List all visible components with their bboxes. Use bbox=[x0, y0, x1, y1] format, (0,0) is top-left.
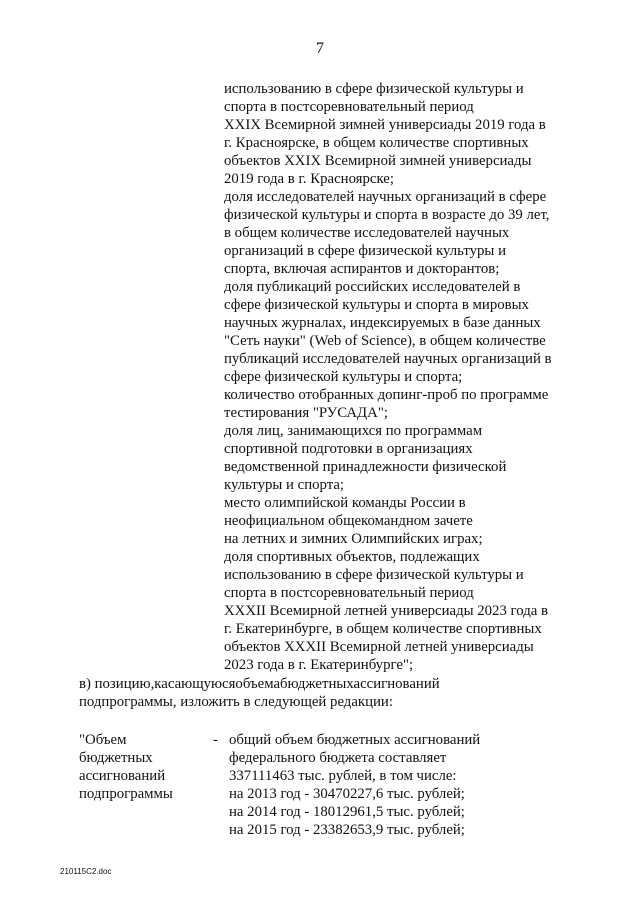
indicator-line: доля спортивных объектов, подлежащих bbox=[224, 549, 480, 565]
indicator-line: сфере физической культуры и спорта в мировых bbox=[224, 297, 529, 313]
amendment-line-1 bbox=[79, 675, 569, 693]
budget-label-line: подпрограммы bbox=[79, 786, 173, 802]
indicator-line: публикаций исследователей научных организаций в bbox=[224, 351, 552, 367]
budget-dash: - bbox=[213, 732, 218, 748]
amendment-line-2: подпрограммы, изложить в следующей редакции: bbox=[79, 694, 393, 710]
indicator-line: ведомственной принадлежности физической bbox=[224, 459, 507, 475]
indicator-line: доля исследователей научных организаций в сфере bbox=[224, 189, 547, 205]
amendment-word: в) позицию, bbox=[79, 676, 155, 692]
indicator-line: XXXII Всемирной летней универсиады 2023 года в bbox=[224, 603, 549, 619]
indicator-line: тестирования "РУСАДА"; bbox=[224, 405, 388, 421]
indicator-line: на летних и зимних Олимпийских играх; bbox=[224, 531, 483, 547]
indicator-line: объектов XXIX Всемирной зимней универсиады bbox=[224, 153, 532, 169]
indicator-line: спорта в постсоревновательный период bbox=[224, 585, 474, 601]
indicator-line: г. Екатеринбурге, в общем количестве спортивных bbox=[224, 621, 542, 637]
budget-value-line: на 2015 год - 23382653,9 тыс. рублей; bbox=[229, 822, 465, 838]
indicator-line: культуры и спорта; bbox=[224, 477, 345, 493]
indicator-line: неофициальном общекомандном зачете bbox=[224, 513, 473, 529]
budget-value-line: на 2014 год - 18012961,5 тыс. рублей; bbox=[229, 804, 465, 820]
indicator-line: объектов XXXII Всемирной летней универсиады bbox=[224, 639, 534, 655]
budget-label-line: ассигнований bbox=[79, 768, 166, 784]
indicator-line: использованию в сфере физической культуры и bbox=[224, 81, 524, 97]
amendment-paragraph bbox=[79, 675, 569, 711]
indicator-line: использованию в сфере физической культуры и bbox=[224, 567, 524, 583]
indicator-line: научных журналах, индексируемых в базе данных bbox=[224, 315, 541, 331]
indicator-line: XXIX Всемирной зимней универсиады 2019 года в bbox=[224, 117, 546, 133]
budget-label bbox=[79, 731, 209, 803]
page-number: 7 bbox=[316, 40, 324, 57]
indicator-line: место олимпийской команды России в bbox=[224, 495, 466, 511]
indicator-line: 2023 года в г. Екатеринбурге"; bbox=[224, 657, 414, 673]
indicator-line: спортивной подготовки в организациях bbox=[224, 441, 473, 457]
budget-value-line: федерального бюджета составляет bbox=[229, 750, 447, 766]
amendment-word: объема bbox=[235, 676, 281, 692]
budget-value-line: на 2013 год - 30470227,6 тыс. рублей; bbox=[229, 786, 465, 802]
footer-file-code: 210115C2.doc bbox=[60, 867, 112, 876]
budget-value-line: 337111463 тыс. рублей, в том числе: bbox=[229, 768, 457, 784]
indicator-line: 2019 года в г. Красноярске; bbox=[224, 171, 394, 187]
indicator-line: физической культуры и спорта в возрасте до 39 лет, bbox=[224, 207, 550, 223]
indicator-line: спорта в постсоревновательный период bbox=[224, 99, 474, 115]
amendment-word: касающуюся bbox=[154, 676, 236, 692]
amendment-word: бюджетных bbox=[280, 676, 354, 692]
indicator-line: доля лиц, занимающихся по программам bbox=[224, 423, 483, 439]
indicator-line: сфере физической культуры и спорта; bbox=[224, 369, 463, 385]
indicator-line: в общем количестве исследователей научных bbox=[224, 225, 510, 241]
budget-values bbox=[229, 731, 569, 839]
indicator-line: спорта, включая аспирантов и докторантов; bbox=[224, 261, 500, 277]
amendment-word: ассигнований bbox=[353, 676, 440, 692]
budget-label-line: "Объем bbox=[79, 732, 127, 748]
indicator-line: количество отобранных допинг-проб по программе bbox=[224, 387, 549, 403]
indicator-list bbox=[224, 80, 574, 674]
indicator-line: доля публикаций российских исследователей в bbox=[224, 279, 521, 295]
indicator-line: "Сеть науки" (Web of Science), в общем количестве bbox=[224, 333, 546, 349]
budget-label-line: бюджетных bbox=[79, 750, 153, 766]
indicator-line: г. Красноярске, в общем количестве спортивных bbox=[224, 135, 529, 151]
indicator-line: организаций в сфере физической культуры и bbox=[224, 243, 506, 259]
budget-value-line: общий объем бюджетных ассигнований bbox=[229, 732, 481, 748]
